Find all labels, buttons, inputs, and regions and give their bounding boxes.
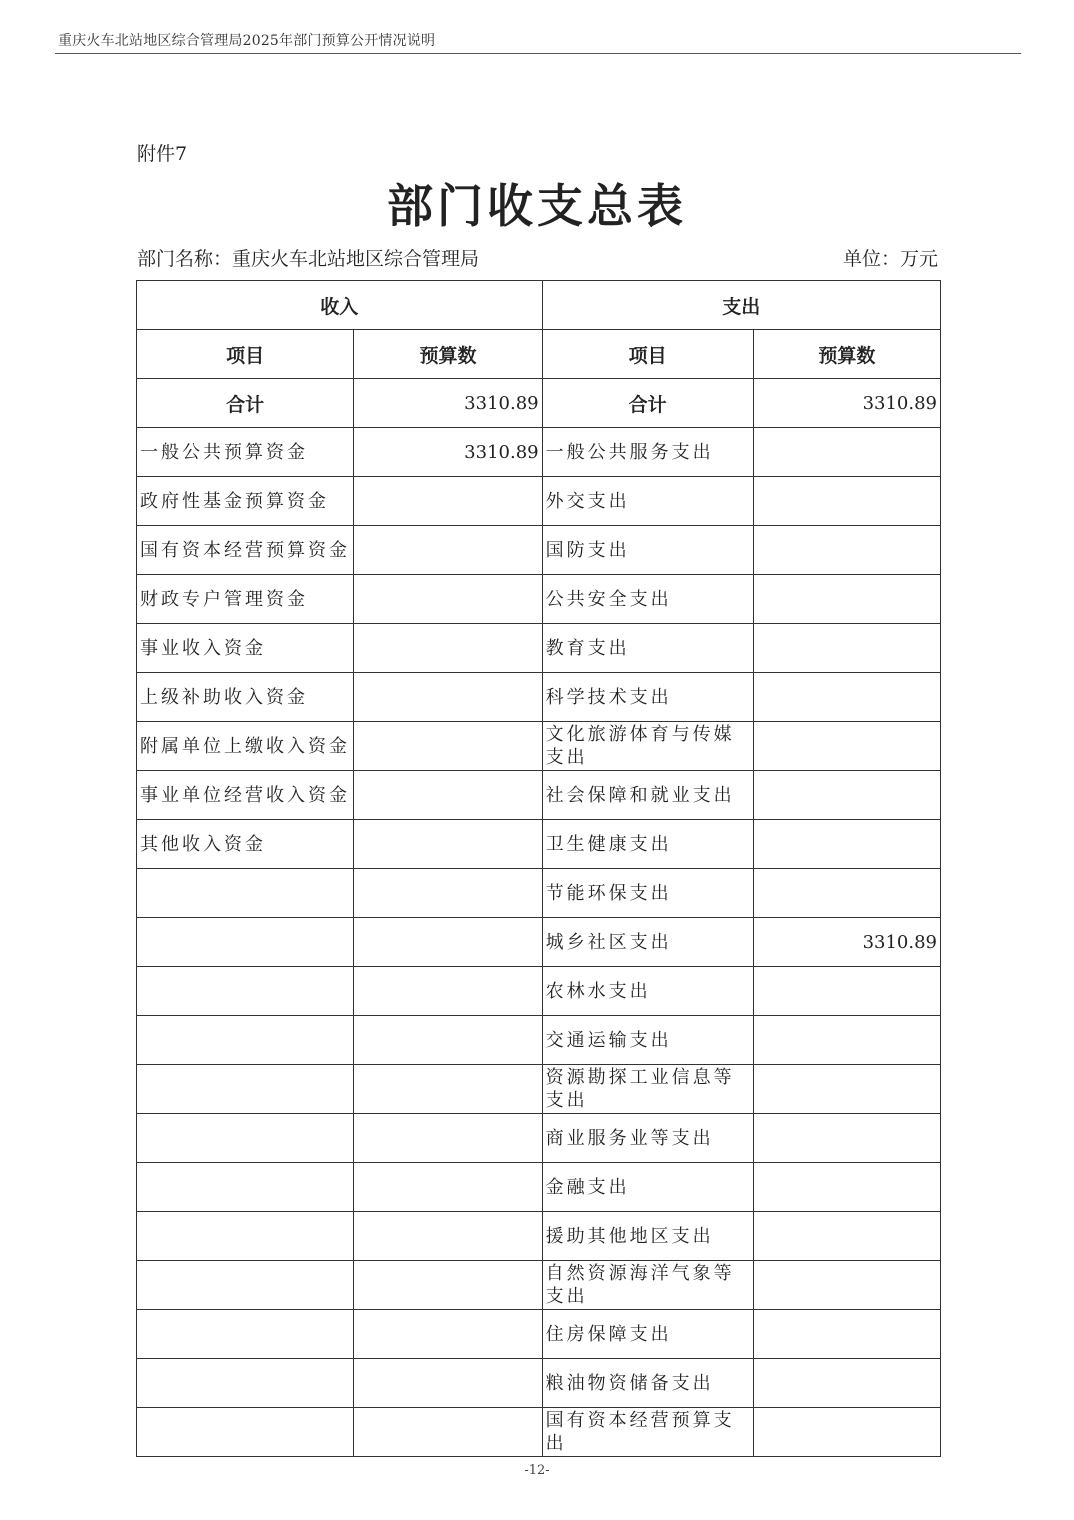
income-value [354, 722, 542, 771]
expense-item: 科学技术支出 [542, 673, 753, 722]
expense-item: 节能环保支出 [542, 869, 753, 918]
table-row [137, 1163, 941, 1212]
expense-value [753, 820, 940, 869]
income-item [137, 1408, 354, 1457]
expense-item: 国防支出 [542, 526, 753, 575]
expense-item-col-header: 项目 [542, 330, 753, 379]
unit-label: 单位：万元 [842, 248, 938, 270]
expense-total-label: 合计 [542, 379, 753, 428]
income-value [354, 477, 542, 526]
income-item-col-header: 项目 [137, 330, 354, 379]
income-value [354, 1261, 542, 1310]
expense-item: 商业服务业等支出 [542, 1114, 753, 1163]
expense-item: 粮油物资储备支出 [542, 1359, 753, 1408]
income-value [354, 820, 542, 869]
budget-summary-table [136, 280, 941, 1457]
income-value [354, 1310, 542, 1359]
expense-value [753, 1310, 940, 1359]
table-row [137, 673, 941, 722]
income-header: 收入 [137, 281, 543, 330]
expense-value [753, 428, 940, 477]
expense-item: 自然资源海洋气象等支出 [542, 1261, 753, 1310]
income-item [137, 1310, 354, 1359]
income-value [354, 869, 542, 918]
expense-value [753, 1212, 940, 1261]
income-item [137, 1016, 354, 1065]
income-value [354, 918, 542, 967]
table-row [137, 1310, 941, 1359]
income-item: 附属单位上缴收入资金 [137, 722, 354, 771]
expense-item: 援助其他地区支出 [542, 1212, 753, 1261]
income-item: 事业收入资金 [137, 624, 354, 673]
income-item [137, 1065, 354, 1114]
expense-value [753, 1261, 940, 1310]
income-item [137, 869, 354, 918]
page-title: 部门收支总表 [387, 179, 687, 233]
expense-item: 一般公共服务支出 [542, 428, 753, 477]
table-row [137, 869, 941, 918]
income-item [137, 1359, 354, 1408]
income-value [354, 771, 542, 820]
expense-header: 支出 [542, 281, 940, 330]
table-row [137, 1212, 941, 1261]
expense-value [753, 624, 940, 673]
department-name: 部门名称：重庆火车北站地区综合管理局 [137, 248, 480, 270]
expense-value [753, 1163, 940, 1212]
table-row [137, 575, 941, 624]
table-row [137, 722, 941, 771]
header-divider [55, 53, 1021, 54]
expense-item: 金融支出 [542, 1163, 753, 1212]
attachment-label: 附件7 [137, 143, 188, 165]
table-row [137, 967, 941, 1016]
expense-value [753, 869, 940, 918]
income-item [137, 1114, 354, 1163]
expense-value [753, 1114, 940, 1163]
expense-item: 卫生健康支出 [542, 820, 753, 869]
expense-item: 外交支出 [542, 477, 753, 526]
table-row [137, 624, 941, 673]
expense-value [753, 477, 940, 526]
expense-item: 交通运输支出 [542, 1016, 753, 1065]
expense-value [753, 722, 940, 771]
table-row [137, 526, 941, 575]
income-item: 其他收入资金 [137, 820, 354, 869]
income-item [137, 918, 354, 967]
income-item: 上级补助收入资金 [137, 673, 354, 722]
table-row [137, 820, 941, 869]
page-number: -12- [524, 1463, 550, 1478]
expense-budget-col-header: 预算数 [753, 330, 940, 379]
income-value [354, 1065, 542, 1114]
expense-item: 国有资本经营预算支出 [542, 1408, 753, 1457]
expense-total-value: 3310.89 [753, 379, 940, 428]
income-value [354, 1016, 542, 1065]
table-row [137, 1016, 941, 1065]
income-item [137, 1261, 354, 1310]
income-value [354, 1114, 542, 1163]
income-item: 政府性基金预算资金 [137, 477, 354, 526]
expense-value [753, 526, 940, 575]
income-item: 事业单位经营收入资金 [137, 771, 354, 820]
expense-value [753, 1065, 940, 1114]
expense-value [753, 1359, 940, 1408]
table-row [137, 1114, 941, 1163]
expense-item: 农林水支出 [542, 967, 753, 1016]
expense-item: 社会保障和就业支出 [542, 771, 753, 820]
income-value [354, 673, 542, 722]
income-value: 3310.89 [354, 428, 542, 477]
income-value [354, 526, 542, 575]
income-item: 国有资本经营预算资金 [137, 526, 354, 575]
income-value [354, 575, 542, 624]
income-item [137, 967, 354, 1016]
income-item [137, 1163, 354, 1212]
table-column-header-row [137, 330, 941, 379]
expense-value [753, 1408, 940, 1457]
income-value [354, 1359, 542, 1408]
running-header: 重庆火车北站地区综合管理局2025年部门预算公开情况说明 [58, 33, 436, 49]
table-row [137, 1408, 941, 1457]
expense-item: 文化旅游体育与传媒支出 [542, 722, 753, 771]
income-value [354, 1163, 542, 1212]
income-budget-col-header: 预算数 [354, 330, 542, 379]
expense-value [753, 967, 940, 1016]
table-row [137, 477, 941, 526]
income-value [354, 967, 542, 1016]
table-section-header-row [137, 281, 941, 330]
expense-value [753, 575, 940, 624]
income-value [354, 1408, 542, 1457]
table-row [137, 1065, 941, 1114]
expense-item: 公共安全支出 [542, 575, 753, 624]
income-item: 财政专户管理资金 [137, 575, 354, 624]
table-row [137, 771, 941, 820]
table-row [137, 428, 941, 477]
expense-item: 城乡社区支出 [542, 918, 753, 967]
expense-value [753, 1016, 940, 1065]
table-row [137, 1261, 941, 1310]
income-item: 一般公共预算资金 [137, 428, 354, 477]
expense-item: 教育支出 [542, 624, 753, 673]
income-value [354, 624, 542, 673]
table-row [137, 1359, 941, 1408]
income-total-value: 3310.89 [354, 379, 542, 428]
income-value [354, 1212, 542, 1261]
expense-item: 资源勘探工业信息等支出 [542, 1065, 753, 1114]
total-row [137, 379, 941, 428]
table-row [137, 918, 941, 967]
expense-value: 3310.89 [753, 918, 940, 967]
income-item [137, 1212, 354, 1261]
expense-item: 住房保障支出 [542, 1310, 753, 1359]
expense-value [753, 673, 940, 722]
income-total-label: 合计 [137, 379, 354, 428]
expense-value [753, 771, 940, 820]
